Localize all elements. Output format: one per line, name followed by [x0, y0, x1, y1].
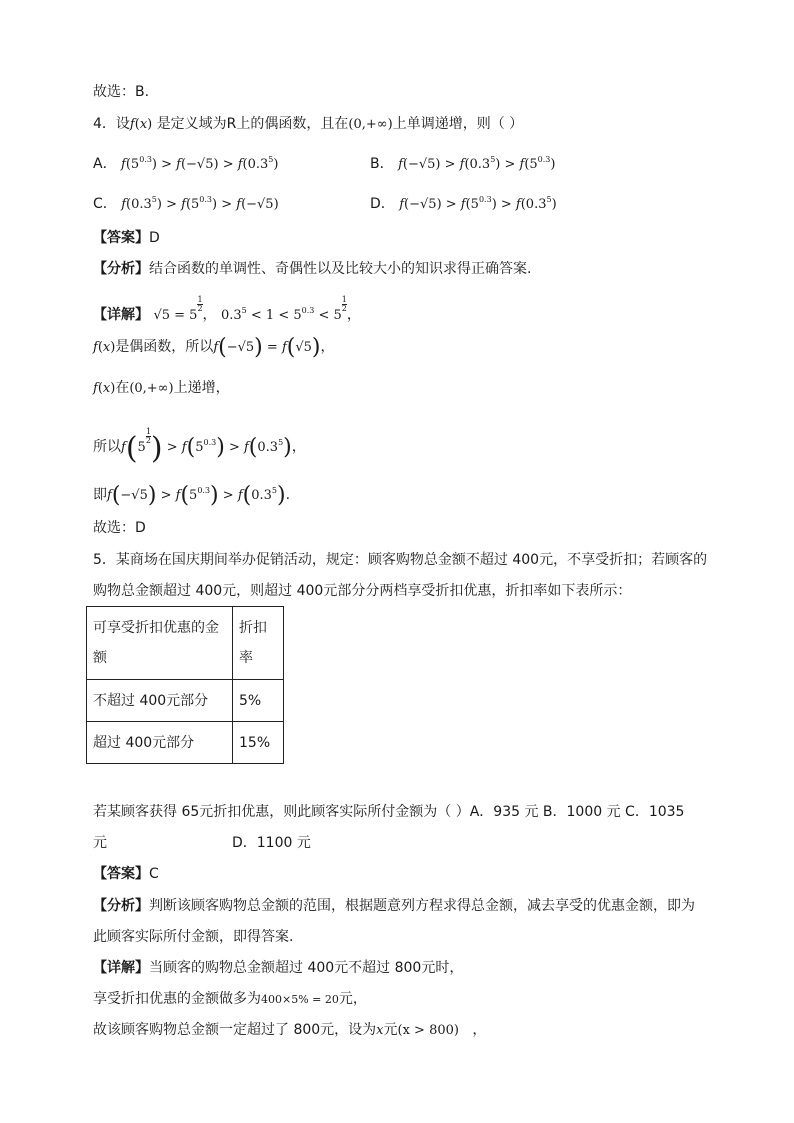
table-cell-rate: 5% [233, 680, 284, 722]
q4-detail-line2: f(x)是偶函数，所以f(−√5) = f(√5)， [93, 335, 335, 360]
q4-stem: 4．设f(x) 是定义域为R上的偶函数，且在(0,+∞)上单调递增，则（ ） [93, 116, 524, 132]
table-row [87, 722, 284, 764]
q5-detail-line2 [93, 989, 367, 1010]
detail-tag: 【详解】 [93, 960, 149, 976]
detail2-prefix: 享受折扣优惠的金额做多为 [93, 991, 261, 1007]
header-rate-line2: 率 [239, 650, 253, 666]
q4-stem-suffix: 上单调递增，则（ ） [392, 116, 524, 132]
detail-tag: 【详解】 [93, 307, 149, 323]
header-cell-rate [233, 607, 284, 680]
q4-stem-middle: 是定义域为R上的偶函数，且在 [156, 116, 349, 132]
option-a-label: A． [93, 156, 117, 172]
q4-detail-line3: f(x)在(0,+∞)上递增， [93, 380, 230, 396]
d3-interval: (0,+∞) [129, 381, 174, 396]
q5-detail-line1 [93, 958, 463, 978]
table-cell-range: 不超过 400元部分 [87, 680, 233, 722]
q5-analysis-line1 [93, 896, 695, 916]
q4-stem-prefix: 4．设 [93, 116, 130, 132]
table-row [87, 680, 284, 722]
analysis-tag: 【分析】 [93, 898, 149, 914]
detail3-comma: ， [472, 1022, 487, 1038]
q4-detail-line1: 【详解】 √5 = 5 $\frac{1}{2}$ ， $0.3^5 < 1 < 5^{0.3} < 5$ $\frac{1}{2}$ ， [93, 295, 361, 323]
detail2-formula: 400×5% = 20 [261, 993, 339, 1006]
detail3-condition: (x > 800) [397, 1023, 459, 1038]
q4-option-c: C． $f(0.3^5) > f(5^{0.3}) > f(-√5)$ [93, 195, 279, 212]
discount-table [86, 606, 284, 764]
header-cell-amount [87, 607, 233, 680]
q5-answer [93, 864, 159, 884]
q4-interval: (0,+∞) [348, 117, 393, 132]
table-header-row [87, 607, 284, 680]
q5-question-line1: 若某顾客获得 65元折扣优惠，则此顾客实际所付金额为（ ）A．935 元 B．1000 元 C．1035 [93, 804, 685, 820]
q3-conclusion: 故选：B. [93, 84, 150, 100]
q5-option-d: D．1100 元 [232, 835, 311, 851]
d3-tail: 上递增， [173, 380, 230, 396]
analysis-text: 结合函数的单调性、奇偶性以及比较大小的知识求得正确答案. [149, 261, 532, 277]
q4-conclusion: 故选：D [93, 520, 146, 536]
detail2-suffix: 元， [338, 991, 367, 1007]
q5-stem-line2: 购物总金额超过 400元，则超过 400元部分分两档享受折扣优惠，折扣率如下表所示： [93, 583, 632, 599]
table-cell-rate: 15% [233, 722, 284, 764]
answer-tag: 【答案】 [93, 230, 149, 246]
d4-text: 所以 [93, 439, 121, 455]
analysis-text-1: 判断该顾客购物总金额的范围，根据题意列方程求得总金额，减去享受的优惠金额，即为 [149, 898, 695, 914]
answer-tag: 【答案】 [93, 866, 149, 882]
header-rate-line1: 折扣 [239, 620, 267, 636]
q4-analysis [93, 259, 531, 279]
q4-option-d: D． $f(-√5) > f(5^{0.3}) > f(0.3^5)$ [370, 195, 557, 212]
q5-detail-line3: 故该顾客购物总金额一定超过了 800元，设为x元(x > 800) ， [93, 1022, 487, 1038]
option-d-label: D． [370, 196, 395, 212]
d2-text: 是偶函数，所以 [115, 339, 214, 355]
answer-value: C [149, 866, 159, 882]
q4-option-a: A． $f(5^{0.3}) > f(-√5) > f(0.3^5)$ [93, 155, 279, 172]
detail3-prefix: 故该顾客购物总金额一定超过了 800元，设为 [93, 1022, 377, 1038]
header-amount-line2: 额 [93, 650, 107, 666]
q5-question-line2a: 元 [93, 835, 107, 851]
table-cell-range: 超过 400元部分 [87, 722, 233, 764]
q5-stem-line1: 5．某商场在国庆期间举办促销活动，规定：顾客购物总金额不超过 400元，不享受折扣；若顾客的 [93, 552, 708, 568]
d3-text: 在 [115, 380, 130, 396]
header-amount-line1: 可享受折扣优惠的金 [93, 620, 219, 636]
q4-detail-line4: 所以f(5 $\frac{1}{2}$ ) > $f(5^{0.3}) > f(0.3^5)$， [93, 427, 306, 466]
option-c-label: C． [93, 196, 117, 212]
q5-analysis-line2: 此顾客实际所付金额，即得答案. [93, 929, 294, 945]
detail3-unit: 元 [383, 1022, 398, 1038]
q4-answer [93, 228, 160, 248]
q4-option-b: B． $f(-√5) > f(0.3^5) > f(5^{0.3})$ [370, 155, 556, 172]
option-b-label: B． [370, 156, 394, 172]
detail-text-1: 当顾客的购物总金额超过 400元不超过 800元时， [149, 960, 464, 976]
d5-text: 即 [93, 487, 107, 503]
analysis-tag: 【分析】 [93, 261, 149, 277]
q4-detail-line5: 即$f(-√5) > f(5^{0.3}) > f(0.3^5)$. [93, 483, 291, 508]
answer-value: D [149, 230, 160, 246]
